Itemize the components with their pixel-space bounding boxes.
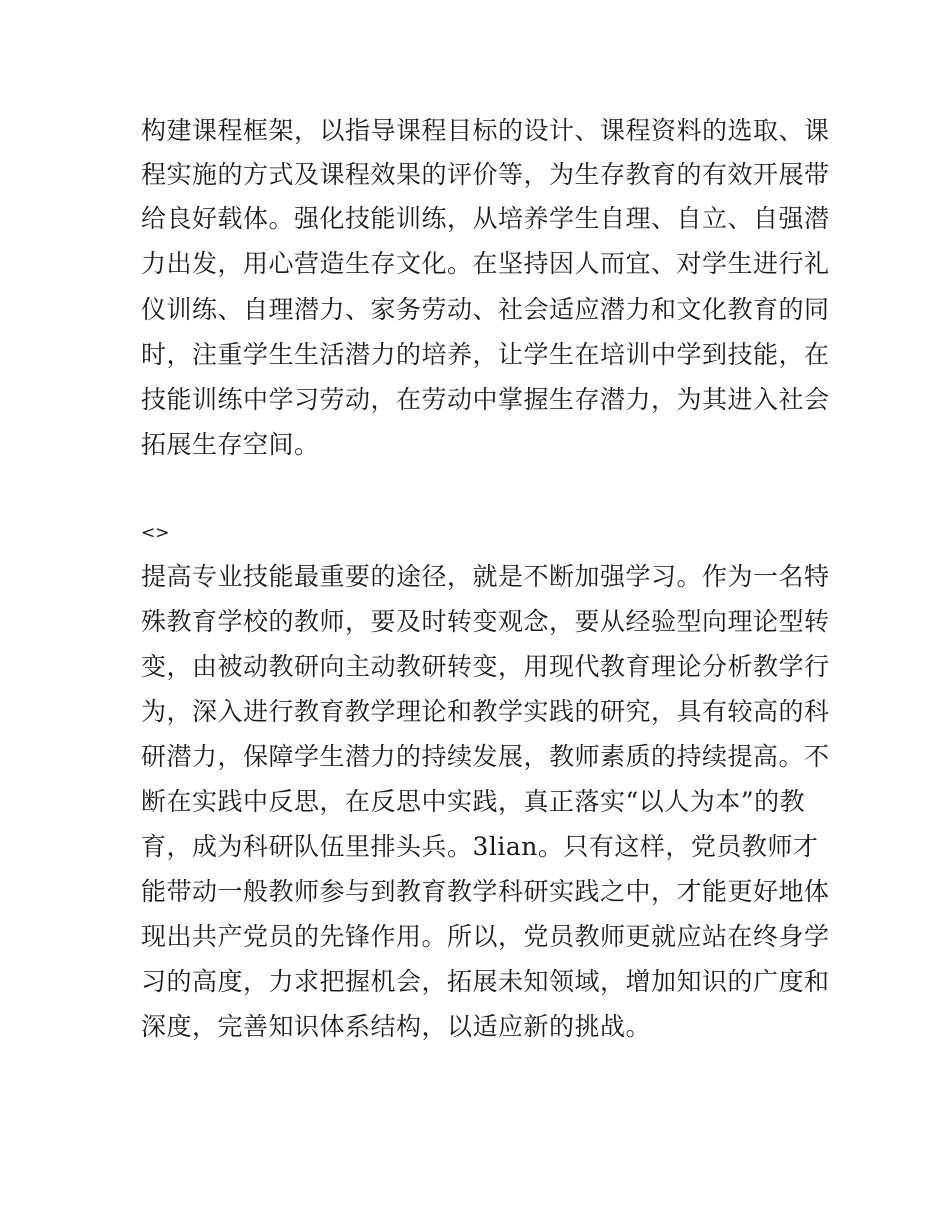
paragraph-1-line-4: 力出发，用心营造生存文化。在坚持因人而宜、对学生进行礼 <box>141 249 830 278</box>
paragraph-1-line-3: 给良好载体。强化技能训练，从培养学生自理、自立、自强潜 <box>141 204 830 233</box>
paragraph-2-line-6: 断在实践中反思，在反思中实践，真正落实“以人为本”的教 <box>141 787 806 816</box>
paragraph-1-line-1: 构建课程框架，以指导课程目标的设计、课程资料的选取、课 <box>141 116 830 145</box>
paragraph-2-line-3: 变，由被动教研向主动教研转变，用现代教育理论分析教学行 <box>141 652 830 681</box>
paragraph-1-line-5: 仪训练、自理潜力、家务劳动、社会适应潜力和文化教育的同 <box>141 295 830 324</box>
paragraph-1-line-2: 程实施的方式及课程效果的评价等，为生存教育的有效开展带 <box>141 160 830 189</box>
paragraph-2-line-2: 殊教育学校的教师，要及时转变观念，要从经验型向理论型转 <box>141 607 830 636</box>
paragraph-2-line-11: 深度，完善知识体系结构，以适应新的挑战。 <box>141 1012 652 1041</box>
paragraph-1-line-6: 时，注重学生生活潜力的培养，让学生在培训中学到技能，在 <box>141 340 830 369</box>
paragraph-2-line-1: 提高专业技能最重要的途径，就是不断加强学习。作为一名特 <box>141 562 830 591</box>
paragraph-2-line-7: 育，成为科研队伍里排头兵。3lian。只有这样，党员教师才 <box>141 832 819 861</box>
paragraph-2-line-10: 习的高度，力求把握机会，拓展未知领域，增加知识的广度和 <box>141 967 830 996</box>
paragraph-2-line-9: 现出共产党员的先锋作用。所以，党员教师更就应站在终身学 <box>141 922 830 951</box>
paragraph-1-line-7: 技能训练中学习劳动，在劳动中掌握生存潜力，为其进入社会 <box>141 385 830 414</box>
section-separator: <> <box>141 523 170 543</box>
paragraph-2-line-4: 为，深入进行教育教学理论和教学实践的研究，具有较高的科 <box>141 697 830 726</box>
paragraph-1-line-8: 拓展生存空间。 <box>141 430 320 459</box>
paragraph-2-line-8: 能带动一般教师参与到教育教学科研实践之中，才能更好地体 <box>141 877 830 906</box>
paragraph-2-line-5: 研潜力，保障学生潜力的持续发展，教师素质的持续提高。不 <box>141 742 830 771</box>
